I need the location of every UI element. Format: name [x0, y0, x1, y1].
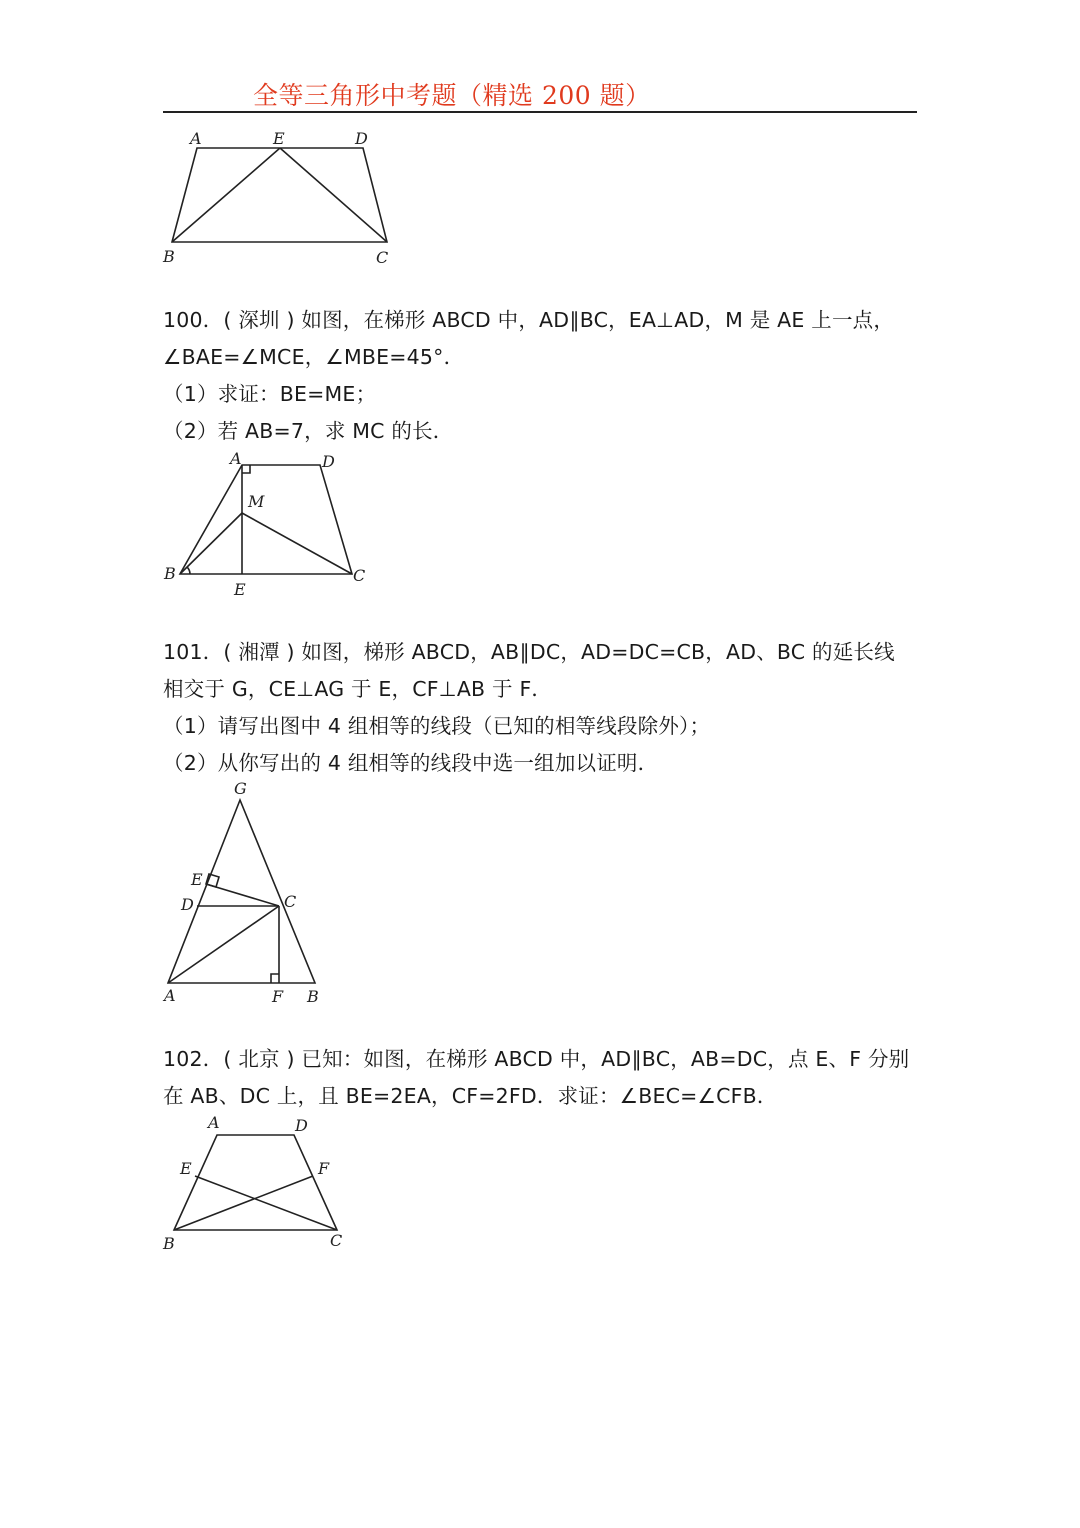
q101-line-3: （1）请写出图中 4 组相等的线段（已知的相等线段除外）；	[163, 714, 711, 738]
label-c: C	[353, 566, 366, 585]
trapezoid-abcd	[174, 1135, 337, 1230]
angle-mark-b	[187, 567, 190, 574]
label-d: D	[181, 895, 194, 914]
label-a: A	[164, 986, 176, 1005]
q100-line-1: 100．( 深圳 ) 如图，在梯形 ABCD 中，AD∥BC，EA⊥AD，M 是 AE 上一点，	[163, 308, 895, 332]
label-e: E	[234, 580, 246, 599]
right-angle-mark-f	[271, 974, 279, 983]
figure-q101	[150, 775, 350, 1010]
label-e: E	[191, 870, 203, 889]
label-b: B	[307, 987, 319, 1006]
q100-line-3: （1）求证：BE=ME；	[163, 382, 377, 406]
segment-ce	[206, 884, 279, 906]
label-f: F	[272, 987, 284, 1006]
label-b: B	[163, 247, 175, 266]
q100-line-2: ∠BAE=∠MCE，∠MBE=45°．	[163, 345, 465, 369]
segment-ac	[168, 906, 279, 983]
label-a: A	[230, 449, 242, 468]
figure-q100	[150, 445, 390, 605]
q102-line-2: 在 AB、DC 上，且 BE=2EA，CF=2FD．求证：∠BEC=∠CFB．	[163, 1084, 778, 1108]
figure-q102	[150, 1108, 370, 1258]
label-f: F	[318, 1159, 330, 1178]
label-e: E	[273, 129, 285, 148]
segment-mc	[242, 513, 352, 574]
q101-line-2: 相交于 G，CE⊥AG 于 E，CF⊥AB 于 F．	[163, 677, 553, 701]
trapezoid-abcd	[180, 465, 352, 574]
label-d: D	[295, 1116, 308, 1135]
figure-trapezoid-aedbc	[150, 120, 410, 280]
label-d: D	[322, 452, 335, 471]
label-g: G	[234, 779, 247, 798]
label-d: D	[355, 129, 368, 148]
q101-line-4: （2）从你写出的 4 组相等的线段中选一组加以证明．	[163, 751, 659, 775]
label-c: C	[330, 1231, 343, 1250]
segment-bm	[180, 513, 242, 574]
trapezoid-outline	[172, 148, 387, 242]
q102-line-1: 102．( 北京 ) 已知：如图，在梯形 ABCD 中，AD∥BC，AB=DC，点 E、F 分别	[163, 1047, 910, 1071]
label-e: E	[180, 1159, 192, 1178]
label-b: B	[164, 564, 176, 583]
header-divider	[163, 111, 917, 113]
q100-line-4: （2）若 AB=7，求 MC 的长．	[163, 419, 454, 443]
label-b: B	[163, 1234, 175, 1253]
segment-ce	[280, 148, 387, 242]
document-title: 全等三角形中考题（精选 200 题）	[253, 81, 651, 110]
label-c: C	[284, 892, 297, 911]
segment-be	[172, 148, 280, 242]
label-a: A	[190, 129, 202, 148]
right-angle-mark-a	[242, 465, 250, 473]
label-a: A	[208, 1113, 220, 1132]
label-c: C	[376, 248, 389, 267]
q101-line-1: 101．( 湘潭 ) 如图，梯形 ABCD，AB∥DC，AD=DC=CB，AD、BC 的延长线	[163, 640, 895, 664]
label-m: M	[248, 492, 265, 511]
